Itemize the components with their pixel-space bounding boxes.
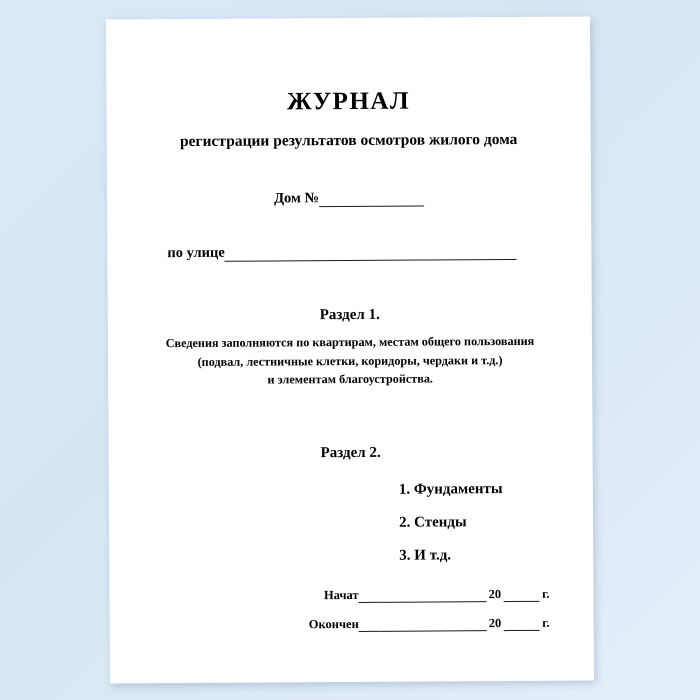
document-footer	[153, 587, 549, 633]
started-blank-line	[359, 589, 487, 603]
started-year-suffix: г.	[542, 586, 550, 601]
list-item: 1. Фундаменты	[398, 480, 503, 498]
section-1-note-line-1: Сведения заполняются по квартирам, местам общего пользования	[165, 333, 535, 351]
finished-field-row	[154, 616, 550, 633]
street-blank-line	[225, 246, 517, 262]
started-year-mark: 20	[488, 587, 502, 602]
section-1-heading: Раздел 1.	[319, 306, 380, 324]
document-page	[106, 17, 594, 684]
house-number-field-row	[151, 189, 547, 208]
street-label: по улице	[167, 244, 225, 262]
document-page-content	[106, 17, 594, 684]
section-1-note	[152, 332, 548, 390]
finished-year-mark: 20	[488, 616, 502, 631]
finished-year-suffix: г.	[542, 615, 550, 630]
finished-year-blank	[503, 618, 539, 631]
page-title: ЖУРНАЛ	[286, 87, 411, 116]
section-1-note-line-3: и элементам благоустройства.	[267, 371, 433, 387]
started-year-blank	[503, 589, 539, 602]
list-item: 3. И т.д.	[399, 547, 452, 564]
list-item: 2. Стенды	[399, 513, 467, 531]
page-subtitle: регистрации результатов осмотров жилого дома	[179, 130, 518, 151]
finished-label: Окончен	[308, 616, 359, 632]
finished-blank-line	[359, 618, 487, 632]
started-label: Начат	[323, 587, 359, 603]
started-field-row	[153, 587, 549, 604]
street-field-row	[151, 243, 547, 262]
section-1-note-line-2: (подвал, лестничные клетки, коридоры, чердаки и т.д.)	[197, 352, 503, 369]
section-2-item-list	[153, 480, 549, 565]
section-2-heading: Раздел 2.	[320, 444, 381, 461]
house-number-blank-line	[319, 193, 424, 208]
house-number-label: Дом №	[274, 190, 320, 207]
